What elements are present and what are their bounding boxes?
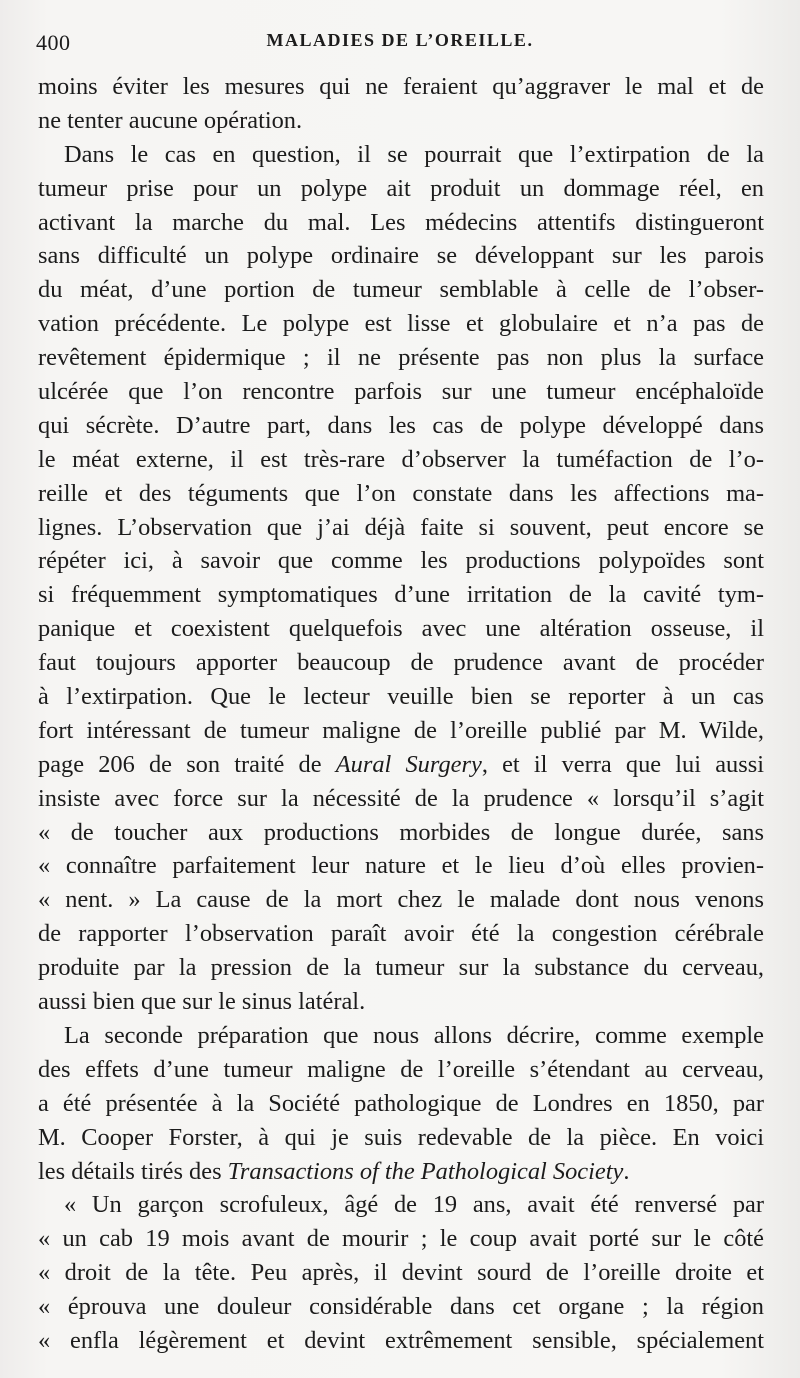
text-line: aussi bien que sur le sinus latéral. — [38, 988, 366, 1016]
text-line: à l’extirpation. Que le lecteur veuille bien se reporter à un cas — [38, 683, 764, 711]
text-line: « connaître parfaitement leur nature et le lieu d’où elles provien- — [38, 852, 764, 880]
text-line: insiste avec force sur la nécessité de la prudence « lorsqu’il s’agit — [38, 784, 764, 812]
text-line — [38, 748, 764, 782]
text-line: si fréquemment symptomatiques d’une irritation de la cavité tym- — [38, 581, 764, 609]
page-number: 400 — [36, 30, 71, 55]
text-line: vation précédente. Le polype est lisse et globulaire et n’a pas de — [38, 310, 764, 338]
text-line: a été présentée à la Société pathologique de Londres en 1850, par — [38, 1089, 764, 1117]
text-line: La seconde préparation que nous allons décrire, comme exemple — [64, 1021, 764, 1049]
text-line: de rapporter l’observation paraît avoir été la congestion cérébrale — [38, 920, 764, 948]
text-line: fort intéressant de tumeur maligne de l’oreille publié par M. Wilde, — [38, 716, 764, 744]
text-line: « Un garçon scrofuleux, âgé de 19 ans, avait été renversé par — [64, 1191, 764, 1219]
text-line: moins éviter les mesures qui ne feraient qu’aggraver le mal et de — [38, 73, 764, 100]
page-header — [36, 30, 764, 64]
text-line: panique et coexistent quelquefois avec une altération osseuse, il — [38, 615, 764, 643]
text-line: répéter ici, à savoir que comme les productions polypoïdes sont — [38, 547, 764, 575]
text-line: « enfla légèrement et devint extrêmement sensible, spécialement — [38, 1326, 764, 1354]
text-line: du méat, d’une portion de tumeur semblable à celle de l’obser- — [38, 276, 764, 304]
text-line: tumeur prise pour un polype ait produit un dommage réel, en — [38, 174, 764, 202]
italic-title: Aural Surgery — [335, 750, 482, 778]
text-line: des effets d’une tumeur maligne de l’oreille s’étendant au cerveau, — [38, 1055, 764, 1083]
text-line: produite par la pression de la tumeur sur la substance du cerveau, — [38, 954, 764, 982]
text-line: « nent. » La cause de la mort chez le malade dont nous venons — [38, 886, 764, 914]
text-line: « de toucher aux productions morbides de longue durée, sans — [38, 818, 764, 846]
text-line: revêtement épidermique ; il ne présente pas non plus la surface — [38, 344, 764, 372]
italic-title: Transactions of the Pathological Society — [227, 1157, 624, 1185]
text-line: activant la marche du mal. Les médecins attentifs distingueront — [38, 208, 764, 236]
text-line: lignes. L’observation que j’ai déjà faite si souvent, peut encore se — [38, 513, 764, 541]
text-line: qui sécrète. D’autre part, dans les cas de polype développé dans — [38, 411, 764, 439]
text-line: « éprouva une douleur considérable dans cet organe ; la région — [38, 1293, 764, 1321]
text-line: sans difficulté un polype ordinaire se développant sur les parois — [38, 242, 764, 270]
text-line: M. Cooper Forster, à qui je suis redevable de la pièce. En voici — [38, 1123, 764, 1151]
body-text — [38, 70, 764, 1358]
running-title: MALADIES DE L’OREILLE. — [266, 30, 534, 50]
text-line: « un cab 19 mois avant de mourir ; le coup avait porté sur le côté — [38, 1225, 764, 1253]
text-segment: page 206 de son traité de — [38, 750, 336, 778]
text-line — [38, 1155, 764, 1189]
text-segment: . — [623, 1157, 630, 1185]
text-line: le méat externe, il est très-rare d’observer la tuméfaction de l’o- — [38, 445, 764, 473]
text-line: « droit de la tête. Peu après, il devint sourd de l’oreille droite et — [38, 1259, 764, 1287]
text-line: Dans le cas en question, il se pourrait que l’extirpation de la — [64, 140, 764, 168]
text-line: faut toujours apporter beaucoup de prudence avant de procéder — [38, 649, 764, 677]
text-line: ulcérée que l’on rencontre parfois sur une tumeur encéphaloïde — [38, 378, 764, 406]
text-line: ne tenter aucune opération. — [38, 106, 303, 134]
text-line: reille et des téguments que l’on constate dans les affections ma- — [38, 479, 764, 507]
text-segment: les détails tirés des — [38, 1157, 228, 1185]
text-segment: , et il verra que lui aussi — [481, 750, 764, 778]
